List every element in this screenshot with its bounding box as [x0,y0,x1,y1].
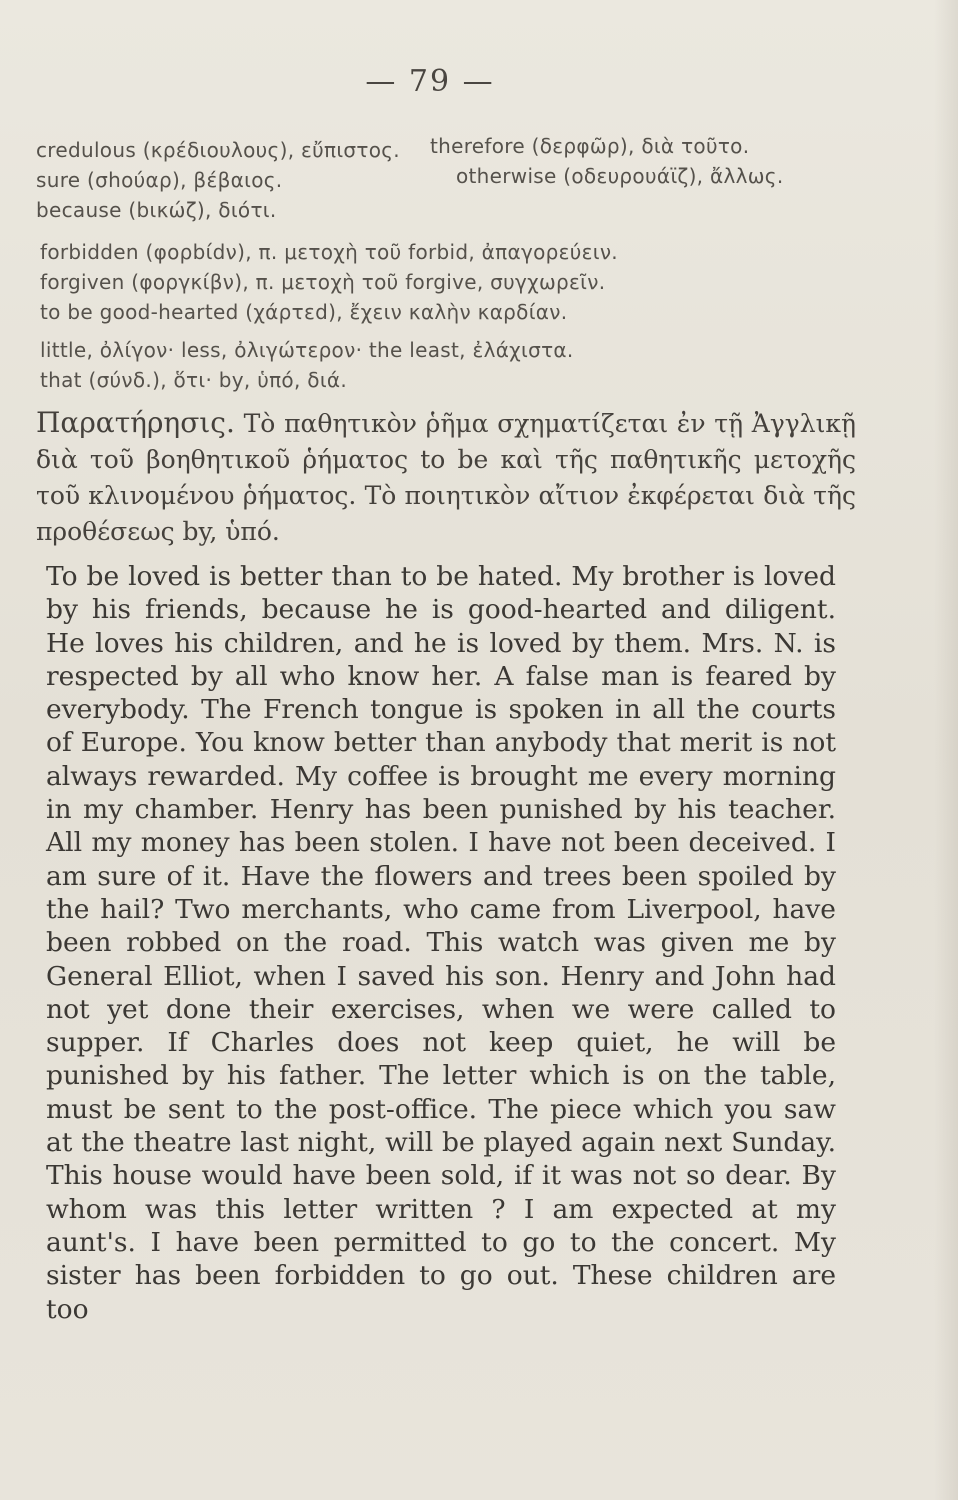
page-number: — 79 — [365,64,495,99]
vocab-because: because (bικώζ), διότι. [36,198,277,222]
grammar-note-text: Τὸ παθητικὸν ῥῆμα σχηματίζεται ἐν τῇ Ἀγγλικῇ διὰ τοῦ βοηθητικοῦ ῥήματος to be καὶ τῆς παθητικῆς μετοχῆς τοῦ κλινομένου ῥήματος. Τὸ ποιητικὸν αἴτιον ἐκφέρεται διὰ τῆς προθέσεως by, ὑπό. [36,409,856,546]
vocab-forbidden: forbidden (φορbίdν), π. μετοχὴ τοῦ forbid, ἀπαγορεύειν. [40,240,618,264]
grammar-note [36,405,856,550]
vocab-credulous: credulous (κρέδιουλους), εὔπιστος. [36,138,400,162]
scan-shadow [934,0,958,1500]
vocab-sure: sure (σhούαρ), βέβαιος. [36,168,283,192]
vocab-therefore: therefore (δερφῶρ), διὰ τοῦτο. [430,134,750,158]
vocab-forgiven: forgiven (φοργκίβν), π. μετοχὴ τοῦ forgive, συγχωρεῖν. [40,270,606,294]
vocab-little: little, ὀλίγον· less, ὀλιγώτερον· the least, ἐλάχιστα. [40,338,574,362]
vocab-good-hearted: to be good-hearted (χάρτεd), ἔχειν καλὴν καρδίαν. [40,300,568,324]
vocab-that: that (σύνδ.), ὅτι· by, ὑπό, διά. [40,368,348,392]
vocab-otherwise: otherwise (οδευρουάϊζ), ἄλλως. [456,164,784,188]
exercise-paragraph: To be loved is better than to be hated. My brother is loved by his friends, because he is good-hearted and diligent. He loves his children, and he is loved by them. Mrs. N. is respected by all who know her. A false man is feared by everybody. The French tongue is spoken in all the courts of Europe. You know better than anybody that merit is not always rewarded. My coffee is brought me every morning in my chamber. Henry has been punished by his teacher. All my money has been stolen. I have not been deceived. I am sure of it. Have the flowers and trees been spoiled by the hail? Two merchants, who came from Liverpool, have been robbed on the road. This watch was given me by General Elliot, when I saved his son. Henry and John had not yet done their exercises, when we were called to supper. If Charles does not keep quiet, he will be punished by his father. The letter which is on the table, must be sent to the post-office. The piece which you saw at the theatre last night, will be played again next Sunday. This house would have been sold, if it was not so dear. By whom was this letter written ? I am expected at my aunt's. I have been permitted to go to the concert. My sister has been forbidden to go out. These children are too [46,561,836,1325]
grammar-note-heading: Παρατήρησις. [36,406,235,439]
